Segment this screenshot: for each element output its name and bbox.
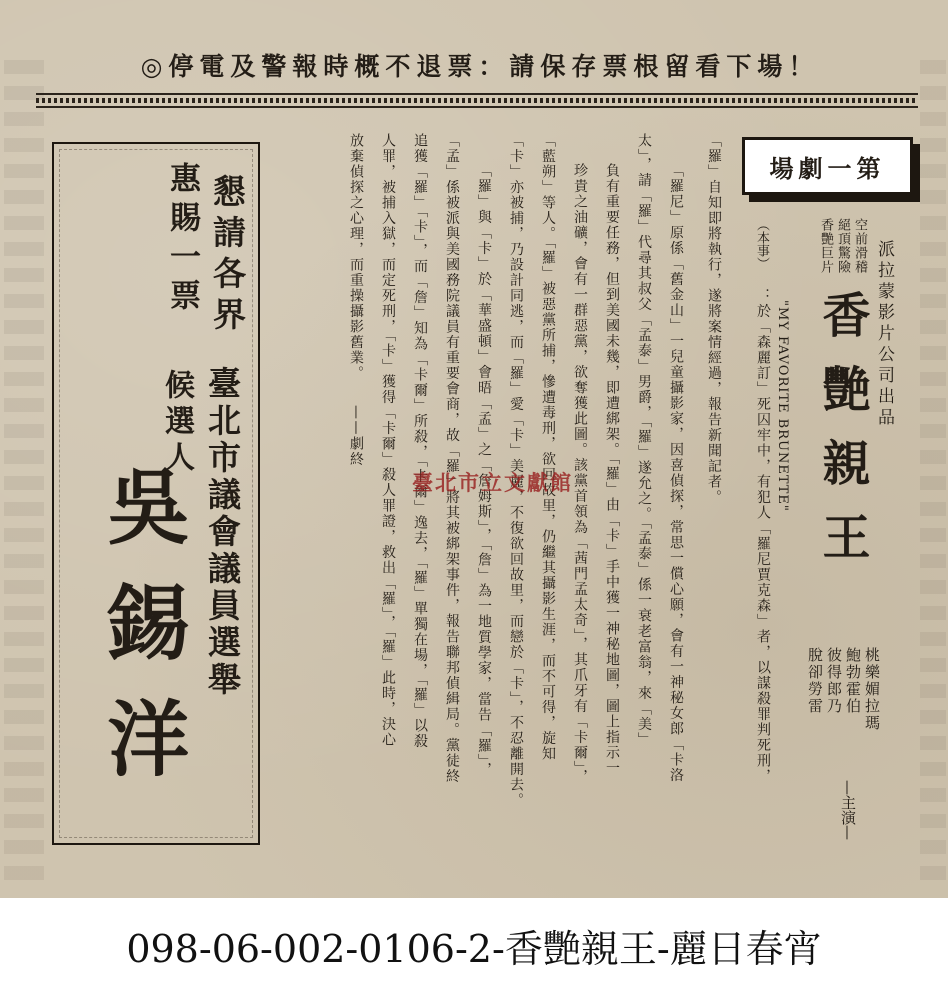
story-column: 「孟」係被派與美國務院議員有重要會商，故「羅」將其被綁架事件，報告聯邦偵緝局。黨徒終 bbox=[444, 133, 460, 784]
section-badge: 第一劇場 bbox=[742, 137, 913, 195]
bleed-through-left bbox=[4, 60, 44, 880]
story-column: 「羅」自知即將執行，遂將案情經過，報告新聞記者。 bbox=[706, 133, 722, 505]
story-heading: （本事） bbox=[754, 218, 769, 270]
top-rule bbox=[36, 93, 918, 95]
film-title: 香艷親王 bbox=[814, 290, 870, 586]
story-column: 「羅尼」原係「舊金山」一兒童攝影家，因喜偵探，常思一償心願，會有一神秘女郎「卡洛 bbox=[668, 163, 684, 783]
story-column: 珍貴之油礦，會有一群惡黨，欲奪獲此圖。該黨首領為「茜門孟太奇」，其爪牙有「卡爾」， bbox=[572, 163, 588, 785]
story-column: 人罪，被捕入獄，而定死刑，「卡」獲得「卡爾」殺人罪證，救出「羅」，「羅」此時，決心 bbox=[380, 133, 396, 748]
story-column: 負有重要任務，但到美國未幾，即遭綁架。「羅」由「卡」手中獲一神秘地圖，圖上指示一 bbox=[604, 163, 620, 776]
cast-member: 鮑勃霍伯 bbox=[844, 647, 862, 715]
bottom-rule bbox=[36, 106, 918, 108]
cast-member: 脫卻勞雷 bbox=[806, 647, 824, 715]
story-column: 「卡」亦被捕，乃設計同逃，而「羅」愛「卡」美麗，不復欲回故里，而戀於「卡」，不忍離開去。 bbox=[508, 133, 524, 808]
english-title: "MY FAVORITE BRUNETTE" bbox=[775, 300, 790, 512]
tagline: 絕頂驚險 bbox=[835, 218, 850, 274]
archive-caption: 098-06-002-0106-2-香艷親王-麗日春宵 bbox=[126, 927, 822, 971]
story-column: 放棄偵探之心理，而重操攝影舊業。 ——劇終 bbox=[348, 133, 364, 467]
cast-label: —主演— bbox=[839, 780, 857, 840]
story-column: 「羅」與「卡」於「華盛頓」會晤「孟」之「詹姆斯」，「詹」為一地質學家，當告「羅」， bbox=[476, 163, 492, 778]
candidate-name: 吳錫洋 bbox=[94, 464, 190, 812]
cast-member: 桃樂媚拉瑪 bbox=[863, 647, 881, 732]
story-column: 「藍朔」等人。「羅」被惡黨所捕，慘遭毒刑，欲回故里，仍繼其攝影生涯，而不可得，旋知 bbox=[540, 133, 556, 762]
archive-stamp: 臺北市立文獻館 bbox=[412, 470, 573, 495]
tagline: 空前滑稽 bbox=[852, 218, 867, 274]
ad-election-title: 臺北市議會議員選舉 bbox=[203, 366, 242, 699]
bleed-through-right bbox=[920, 60, 946, 880]
film-company: 派拉蒙影片公司出品 bbox=[874, 240, 894, 429]
ticket-notice: ◎停電及警報時概不退票：請保存票根留看下場！ bbox=[140, 52, 820, 81]
cast-member: 彼得郎乃 bbox=[825, 647, 843, 715]
ad-line-vote: 惠賜一票 bbox=[164, 162, 200, 318]
story-column: ：於「森麗訂」死囚牢中，有犯人「羅尼賈克森」者，以謀殺罪判死刑， bbox=[755, 288, 771, 784]
ad-line-request: 懇請各界 bbox=[208, 174, 247, 338]
story-column: 追獲「羅」「卡」，而「詹」知為「卡爾」所殺，「卡爾」逸去，「羅」單獨在場，「羅」以殺 bbox=[412, 133, 428, 749]
tagline: 香艷巨片 bbox=[818, 218, 833, 274]
story-column: 太」，請「羅」代尋其叔父「孟泰」男爵，「羅」遂允之。「孟泰」係一衰老富翁，來「美」 bbox=[636, 133, 652, 748]
dotted-rule bbox=[36, 98, 918, 103]
election-ad-box bbox=[52, 142, 260, 845]
ad-candidate-label: 候選人 bbox=[159, 369, 194, 477]
